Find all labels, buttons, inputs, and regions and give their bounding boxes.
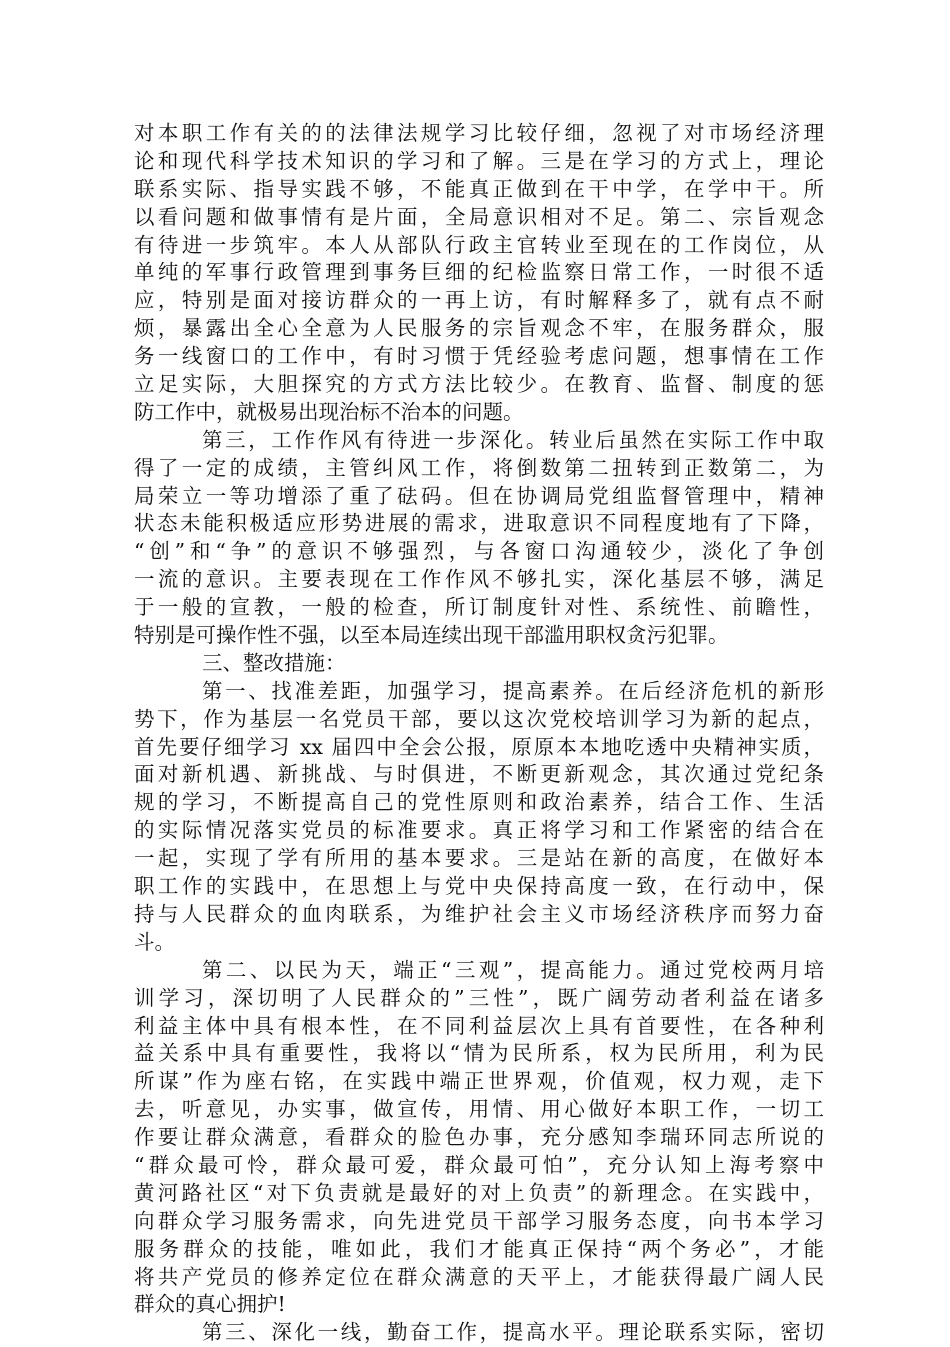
text-line: 第三、深化一线，勤奋工作，提高水平。理论联系实际，密切: [202, 1320, 824, 1345]
text-line: 第三，工作作风有待进一步深化。转业后虽然在实际工作中取: [202, 427, 824, 452]
text-line: “群众最可怜，群众最可爱，群众最可怕”，充分认知上海考察中: [134, 1152, 824, 1177]
text-line: 所谋”作为座右铭，在实践中端正世界观，价值观，权力观，走下: [134, 1069, 824, 1094]
text-line: 有待进一步筑牢。本人从部队行政主官转业至现在的工作岗位，从: [134, 232, 824, 257]
text-line: 得了一定的成绩，主管纠风工作，将倒数第二扭转到正数第二，为: [134, 455, 824, 480]
text-line: 将共产党员的修养定位在群众满意的天平上，才能获得最广阔人民: [134, 1264, 824, 1289]
text-line: 三、整改措施：: [202, 650, 346, 675]
text-line: 状态未能积极适应形势进展的需求，进取意识不同程度地有了下降，: [134, 511, 824, 536]
text-line: 联系实际、指导实践不够，不能真正做到在干中学，在学中干。所: [134, 176, 824, 201]
text-line: 立足实际，大胆探究的方式方法比较少。在教育、监督、制度的惩: [134, 372, 824, 397]
text-line: 应，特别是面对接访群众的一再上访，有时解释多了，就有点不耐: [134, 288, 824, 313]
text-line: 利益主体中具有根本性，在不同利益层次上具有首要性，在各种利: [134, 1013, 824, 1038]
text-line: 斗。: [134, 929, 175, 954]
text-line: 作要让群众满意，看群众的脸色办事，充分感知李瑞环同志所说的: [134, 1125, 824, 1150]
text-line: 训学习，深切明了人民群众的”三性”，既广阔劳动者利益在诸多: [134, 985, 824, 1010]
text-line: 一起，实现了学有所用的基本要求。三是站在新的高度，在做好本: [134, 846, 824, 871]
document-body: [134, 120, 824, 1347]
text-line: 规的学习，不断提高自己的党性原则和政治素养，结合工作、生活: [134, 790, 824, 815]
text-line: “创”和“争”的意识不够强烈，与各窗口沟通较少，淡化了争创: [134, 539, 824, 564]
text-line: 特别是可操作性不强，以至本局连续出现干部滥用职权贪污犯罪。: [134, 623, 729, 648]
text-line: 势下，作为基层一名党员干部，要以这次党校培训学习为新的起点，: [134, 706, 824, 731]
text-line: 首先要仔细学习 xx 届四中全会公报，原原本本地吃透中央精神实质，: [134, 734, 824, 759]
text-line: 以看问题和做事情有是片面，全局意识相对不足。第二、宗旨观念: [134, 204, 824, 229]
text-line: 益关系中具有重要性，我将以“情为民所系，权为民所用，利为民: [134, 1041, 824, 1066]
text-line: 第一、找准差距，加强学习，提高素养。在后经济危机的新形: [202, 678, 824, 703]
text-line: 向群众学习服务需求，向先进党员干部学习服务态度，向书本学习: [134, 1208, 824, 1233]
text-line: 防工作中，就极易出现治标不治本的问题。: [134, 399, 524, 424]
text-line: 局荣立一等功增添了重了砝码。但在协调局党组监督管理中，精神: [134, 483, 824, 508]
text-line: 单纯的军事行政管理到事务巨细的纪检监察日常工作，一时很不适: [134, 260, 824, 285]
text-line: 黄河路社区“对下负责就是最好的对上负责”的新理念。在实践中，: [134, 1180, 824, 1205]
text-line: 对本职工作有关的的法律法规学习比较仔细，忽视了对市场经济理: [134, 121, 824, 145]
text-line: 烦，暴露出全心全意为人民服务的宗旨观念不牢，在服务群众，服: [134, 316, 824, 341]
text-line: 第二、以民为天，端正“三观”，提高能力。通过党校两月培: [202, 957, 824, 982]
text-line: 于一般的宣教，一般的检查，所订制度针对性、系统性、前瞻性，: [134, 595, 824, 620]
text-line: 面对新机遇、新挑战、与时俱进，不断更新观念，其次通过党纪条: [134, 762, 824, 787]
text-line: 的实际情况落实党员的标准要求。真正将学习和工作紧密的结合在: [134, 818, 824, 843]
text-line: 职工作的实践中，在思想上与党中央保持高度一致，在行动中，保: [134, 874, 824, 899]
text-line: 服务群众的技能，唯如此，我们才能真正保持“两个务必”，才能: [134, 1236, 824, 1261]
text-line: 一流的意识。主要表现在工作作风不够扎实，深化基层不够，满足: [134, 567, 824, 592]
text-line: 群众的真心拥护!: [134, 1292, 286, 1317]
text-line: 务一线窗口的工作中，有时习惯于凭经验考虑问题，想事情在工作: [134, 344, 824, 369]
text-line: 去，听意见，办实事，做宣传，用情、用心做好本职工作，一切工: [134, 1097, 824, 1122]
text-line: 持与人民群众的血肉联系，为维护社会主义市场经济秩序而努力奋: [134, 901, 824, 926]
text-line: 论和现代科学技术知识的学习和了解。三是在学习的方式上，理论: [134, 148, 824, 173]
